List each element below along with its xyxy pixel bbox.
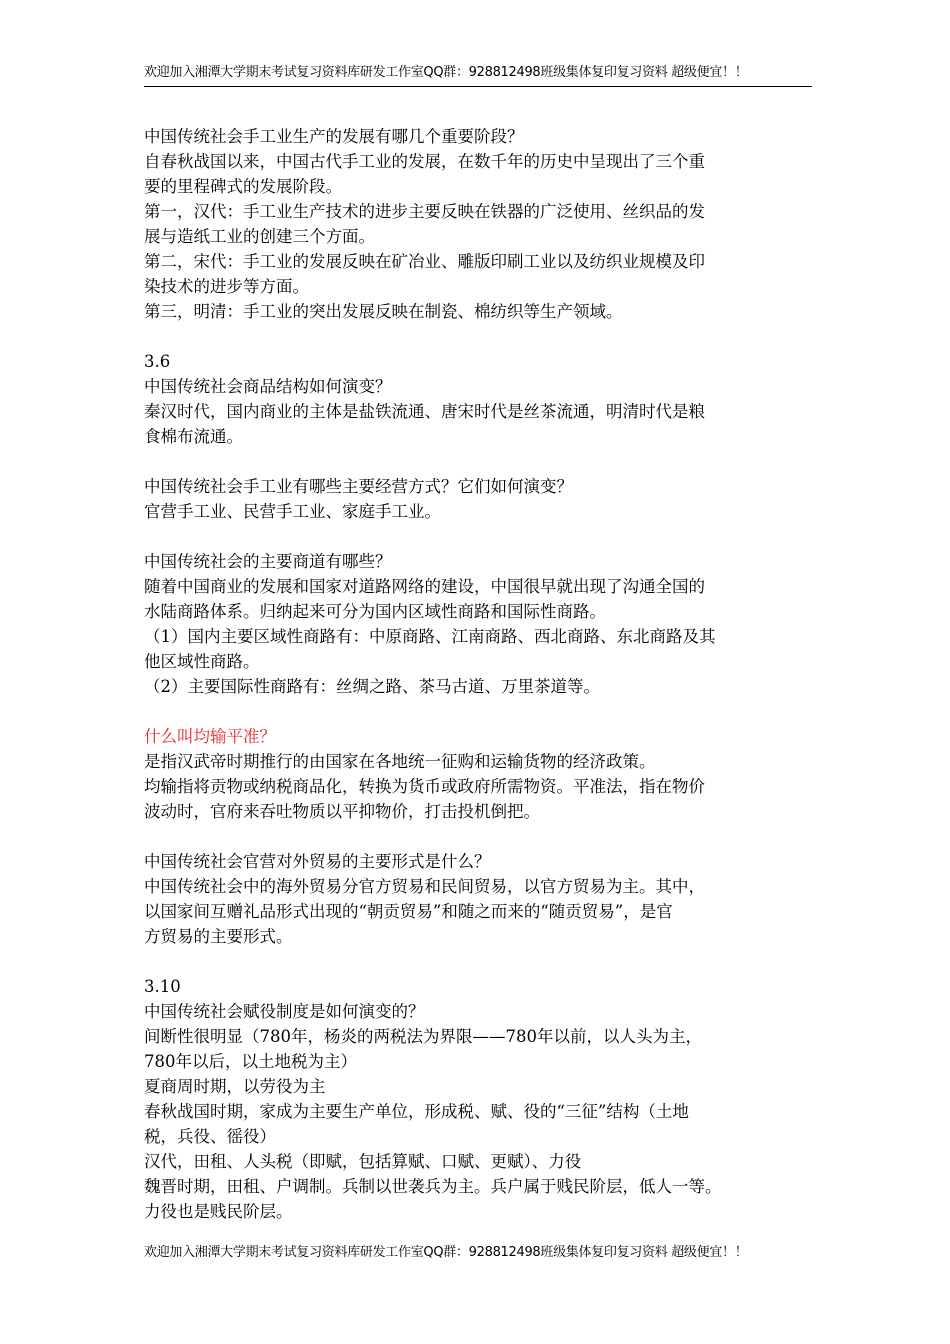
question-heading: 中国传统社会官营对外贸易的主要形式是什么？ — [144, 852, 491, 871]
paragraph-line: 食棉布流通。 — [144, 427, 243, 446]
question-heading: 中国传统社会商品结构如何演变？ — [144, 377, 392, 396]
paragraph-line: 展与造纸工业的创建三个方面。 — [144, 227, 375, 246]
list-item: （2）主要国际性商路有：丝绸之路、茶马古道、万里茶道等。 — [144, 677, 600, 696]
header-text: 欢迎加入湘潭大学期末考试复习资料库研发工作室QQ群：928812498班级集体复印复习资料 超级便宜！！ — [144, 65, 748, 80]
paragraph-line: 以国家间互赠礼品形式出现的“朝贡贸易”和随之而来的“随贡贸易”，是官 — [144, 902, 673, 921]
question-heading-highlighted: 什么叫均输平准？ — [144, 727, 276, 746]
paragraph-line: 间断性很明显（780年，杨炎的两税法为界限——780年以前，以人头为主， — [144, 1027, 702, 1046]
paragraph-line: 第二，宋代：手工业的发展反映在矿冶业、雕版印刷工业以及纺织业规模及印 — [144, 252, 705, 271]
paragraph-line: 第一，汉代：手工业生产技术的进步主要反映在铁器的广泛使用、丝织品的发 — [144, 202, 705, 221]
question-heading: 中国传统社会手工业生产的发展有哪几个重要阶段？ — [144, 127, 524, 146]
question-heading: 中国传统社会赋役制度是如何演变的？ — [144, 1002, 425, 1021]
paragraph-line: 随着中国商业的发展和国家对道路网络的建设，中国很早就出现了沟通全国的 — [144, 577, 705, 596]
paragraph-line: 秦汉时代，国内商业的主体是盐铁流通、唐宋时代是丝茶流通，明清时代是粮 — [144, 402, 705, 421]
paragraph-line: 780年以后，以土地税为主） — [144, 1052, 357, 1071]
paragraph-line: 染技术的进步等方面。 — [144, 277, 309, 296]
paragraph-line: 均输指将贡物或纳税商品化，转换为货币或政府所需物资。平准法，指在物价 — [144, 777, 705, 796]
question-heading: 中国传统社会的主要商道有哪些？ — [144, 552, 392, 571]
paragraph-line: 汉代，田租、人头税（即赋，包括算赋、口赋、更赋）、力役 — [144, 1152, 582, 1171]
paragraph-line: 春秋战国时期，家成为主要生产单位，形成税、赋、役的“三征”结构（土地 — [144, 1102, 689, 1121]
paragraph-line: 要的里程碑式的发展阶段。 — [144, 177, 342, 196]
paragraph-line: 力役也是贱民阶层。 — [144, 1202, 293, 1221]
paragraph-line: 是指汉武帝时期推行的由国家在各地统一征购和运输货物的经济政策。 — [144, 752, 656, 771]
list-item: （1）国内主要区域性商路有：中原商路、江南商路、西北商路、东北商路及其 — [144, 627, 716, 646]
paragraph-line: 波动时，官府来吞吐物质以平抑物价，打击投机倒把。 — [144, 802, 540, 821]
footer-text: 欢迎加入湘潭大学期末考试复习资料库研发工作室QQ群：928812498班级集体复印复习资料 超级便宜！！ — [144, 1245, 748, 1260]
document-body — [144, 124, 812, 1224]
page-footer — [144, 1244, 812, 1262]
section-number: 3.10 — [144, 977, 181, 996]
page-header — [144, 64, 812, 87]
paragraph-line: 税，兵役、徭役） — [144, 1127, 276, 1146]
paragraph-line: 夏商周时期，以劳役为主 — [144, 1077, 326, 1096]
section-number: 3.6 — [144, 352, 171, 371]
paragraph-line: 官营手工业、民营手工业、家庭手工业。 — [144, 502, 441, 521]
paragraph-line: 他区域性商路。 — [144, 652, 260, 671]
paragraph-line: 魏晋时期，田租、户调制。兵制以世袭兵为主。兵户属于贱民阶层，低人一等。 — [144, 1177, 722, 1196]
paragraph-line: 方贸易的主要形式。 — [144, 927, 293, 946]
paragraph-line: 第三，明清：手工业的突出发展反映在制瓷、棉纺织等生产领域。 — [144, 302, 623, 321]
question-heading: 中国传统社会手工业有哪些主要经营方式？它们如何演变？ — [144, 477, 573, 496]
paragraph-line: 自春秋战国以来，中国古代手工业的发展，在数千年的历史中呈现出了三个重 — [144, 152, 705, 171]
paragraph-line: 中国传统社会中的海外贸易分官方贸易和民间贸易，以官方贸易为主。其中， — [144, 877, 705, 896]
paragraph-line: 水陆商路体系。归纳起来可分为国内区域性商路和国际性商路。 — [144, 602, 606, 621]
